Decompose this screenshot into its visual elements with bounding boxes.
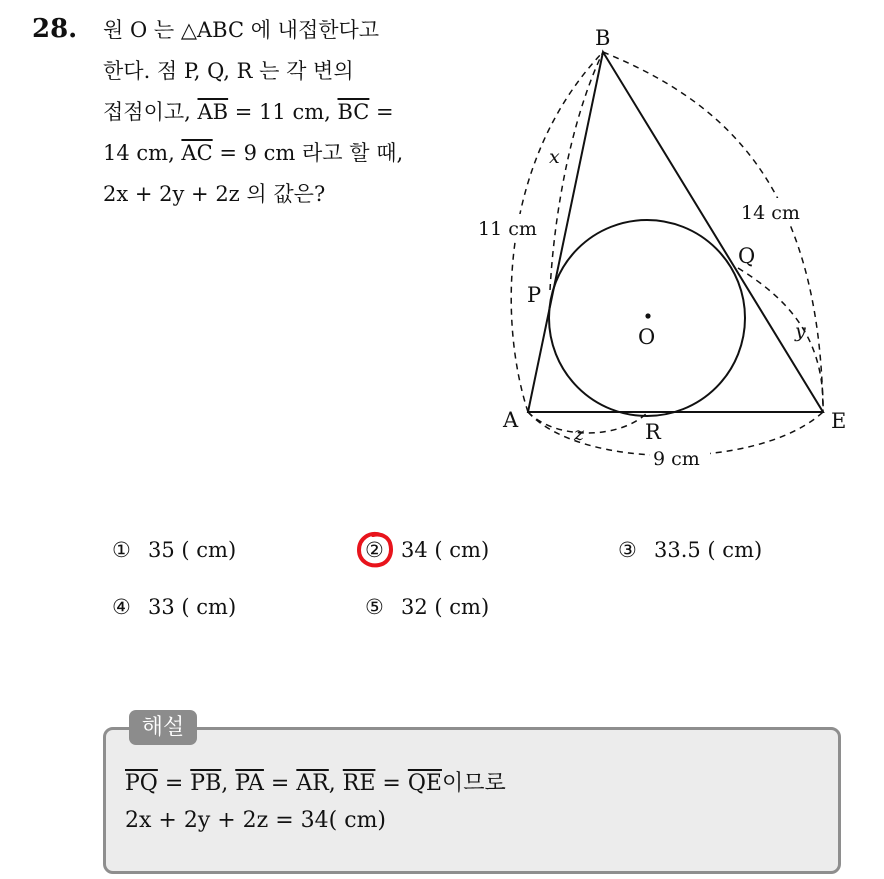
eq-1: = — [157, 771, 191, 796]
choice-2-mark: ② — [365, 538, 384, 562]
segment-ab: $\overline{AB}$ — [197, 100, 229, 124]
eq-2: = — [263, 771, 297, 796]
triangle-abe — [528, 52, 823, 412]
solution-box — [103, 727, 841, 874]
solution-tag: 해설 — [129, 710, 197, 745]
label-x: x — [549, 146, 560, 168]
label-O: O — [638, 325, 656, 349]
eq-3: = — [375, 771, 408, 796]
question-number: 28. — [32, 14, 78, 44]
seg-qe: $\overline{QE}$ — [407, 771, 442, 796]
triangle-incircle-figure — [465, 15, 865, 475]
line3-middle: = 11 cm, — [228, 100, 338, 124]
choice-1-text: 35 ( cm) — [148, 538, 237, 562]
label-y: y — [795, 320, 806, 342]
seg-re: $\overline{RE}$ — [342, 771, 376, 796]
label-A: A — [503, 408, 519, 432]
line4-prefix: 14 cm, — [103, 141, 182, 165]
choice-5-mark: ⑤ — [365, 595, 384, 619]
label-R: R — [645, 420, 661, 444]
solution-tail: 이므로 — [441, 771, 506, 796]
choice-4-text: 33 ( cm) — [148, 595, 237, 619]
solution-line-1 — [125, 766, 506, 797]
choice-4-mark: ④ — [112, 595, 131, 619]
label-B: B — [595, 26, 611, 50]
label-z: z — [574, 423, 585, 445]
solution-line-2: 2x + 2y + 2z = 34( cm) — [125, 808, 387, 833]
seg-pq: $\overline{PQ}$ — [125, 771, 158, 796]
question-line-3 — [103, 92, 453, 133]
choice-5-text: 32 ( cm) — [401, 595, 490, 619]
seg-pa: $\overline{PA}$ — [235, 771, 264, 796]
question-line-4 — [103, 133, 453, 174]
question-text — [103, 10, 453, 215]
choice-4[interactable] — [112, 595, 236, 619]
line3-suffix: = — [369, 100, 394, 124]
sep-2: , — [328, 771, 343, 796]
segment-ac: $\overline{AC}$ — [181, 141, 213, 165]
label-P: P — [527, 283, 542, 307]
center-dot — [645, 313, 650, 318]
choice-3-mark: ③ — [618, 538, 637, 562]
choice-1[interactable] — [112, 538, 236, 562]
question-line-1: 원 O 는 △ABC 에 내접한다고 — [103, 18, 380, 42]
question-line-2: 한다. 점 P, Q, R 는 각 변의 — [103, 59, 354, 83]
sep-1: , — [221, 771, 236, 796]
question-expression: 2x + 2y + 2z 의 값은? — [103, 182, 326, 206]
label-length-be: 14 cm — [741, 202, 800, 224]
segment-bc: $\overline{BC}$ — [337, 100, 370, 124]
choice-2-text: 34 ( cm) — [401, 538, 490, 562]
label-Q: Q — [738, 244, 756, 268]
label-length-ae: 9 cm — [653, 448, 700, 470]
seg-ar: $\overline{AR}$ — [296, 771, 329, 796]
label-E: E — [831, 409, 847, 433]
choice-3[interactable] — [618, 538, 762, 562]
seg-pb: $\overline{PB}$ — [190, 771, 222, 796]
line4-suffix: = 9 cm 라고 할 때, — [212, 141, 404, 165]
choice-3-text: 33.5 ( cm) — [654, 538, 763, 562]
line3-prefix: 접점이고, — [103, 100, 198, 124]
choice-1-mark: ① — [112, 538, 131, 562]
selected-answer-circle-icon — [355, 529, 395, 571]
label-length-ab: 11 cm — [478, 218, 537, 240]
choice-5[interactable] — [365, 595, 489, 619]
